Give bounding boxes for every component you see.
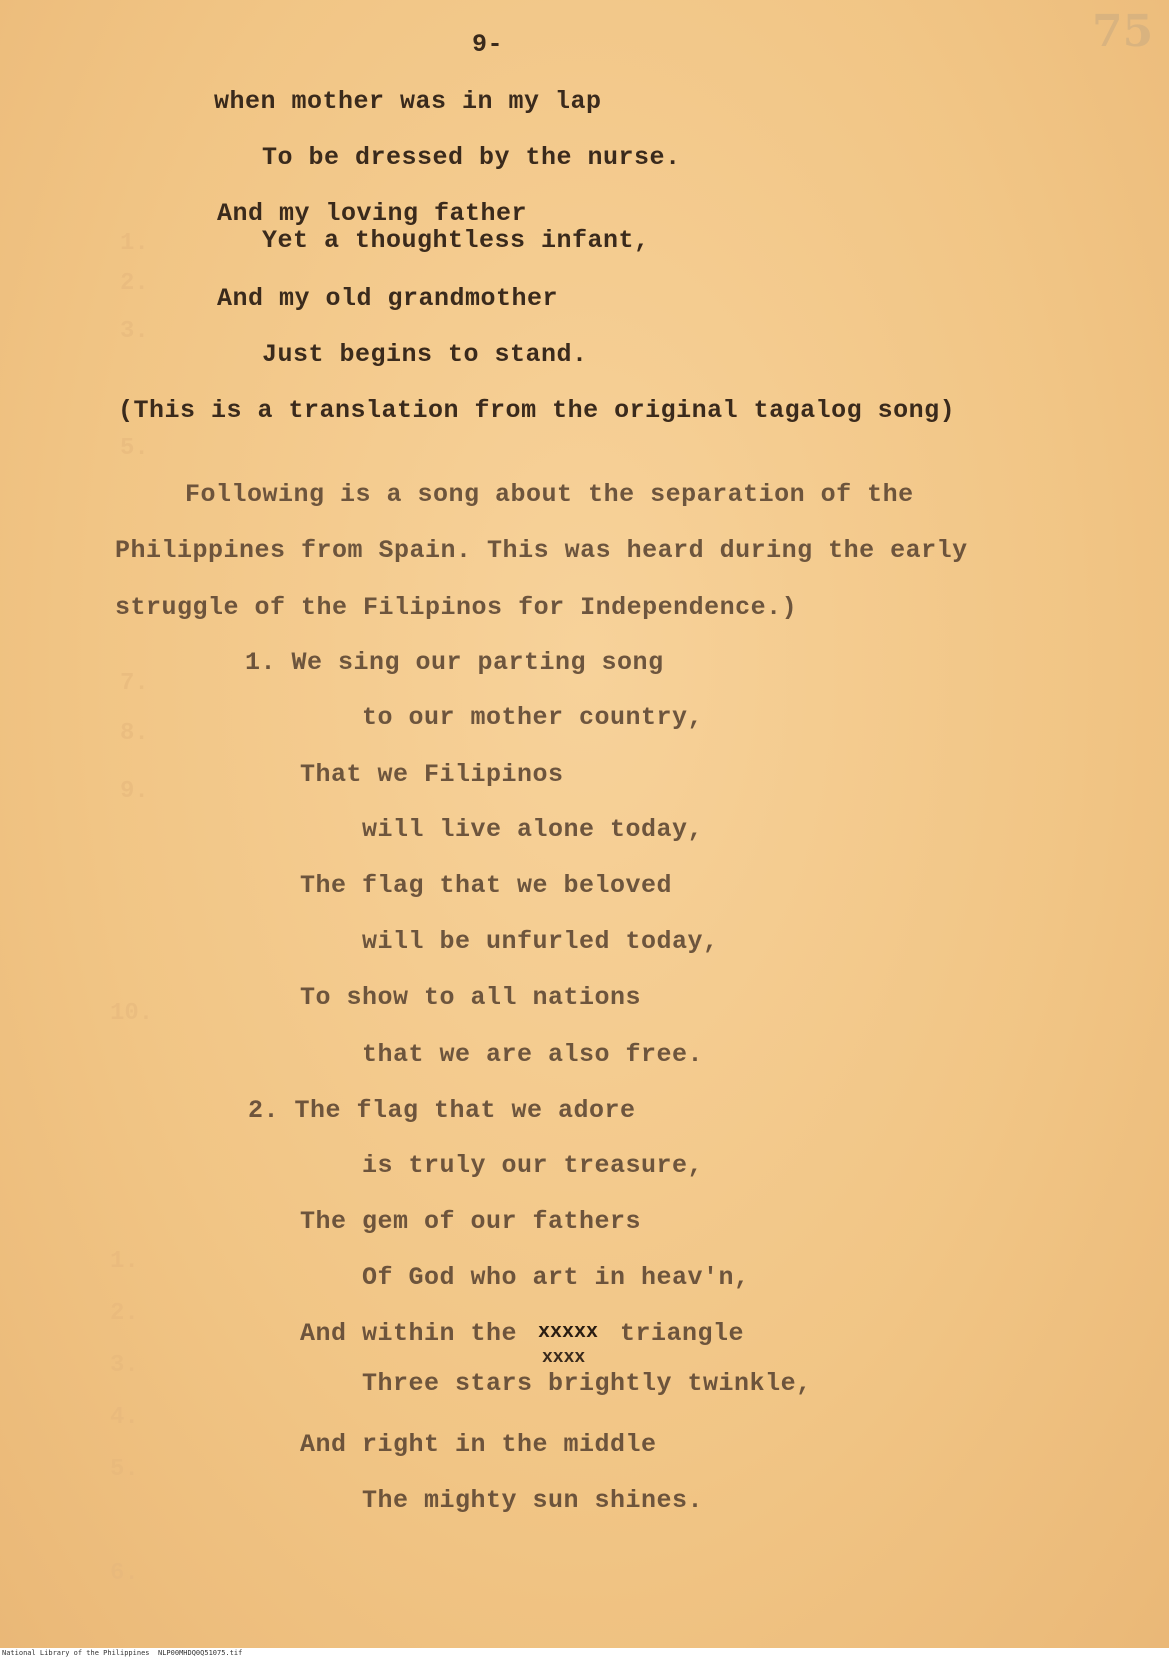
footer-source: National Library of the Philippines (2, 1649, 150, 1657)
bleed-through-text: 5. (110, 1456, 139, 1483)
page-number: 9- (472, 30, 504, 59)
song-line: 1. We sing our parting song (245, 648, 664, 677)
song-line: to our mother country, (362, 703, 704, 732)
bleed-through-text: 4. (110, 1404, 139, 1431)
song-line: The flag that we beloved (300, 871, 673, 900)
paragraph-line: struggle of the Filipinos for Independence.) (115, 593, 798, 622)
bleed-through-text: 7. (120, 670, 149, 697)
bleed-through-text: 2. (110, 1300, 139, 1327)
archive-stamp-number: 75 (1092, 6, 1154, 57)
song-line: The mighty sun shines. (362, 1486, 704, 1515)
bleed-through-text: 2. (120, 270, 149, 297)
verse-line: And my loving father (217, 199, 528, 228)
song-line: is truly our treasure, (362, 1151, 704, 1180)
song-line: will live alone today, (362, 815, 704, 844)
bleed-through-text: 5. (120, 435, 149, 462)
song-line: that we are also free. (362, 1040, 704, 1069)
song-line: Of God who art in heav'n, (362, 1263, 750, 1292)
verse-line: Just begins to stand. (262, 340, 588, 369)
verse-line: And my old grandmother (217, 284, 559, 313)
bleed-through-text: 6. (110, 1560, 139, 1587)
paragraph-line: Philippines from Spain. This was heard during the early (115, 536, 968, 565)
song-line: triangle (620, 1319, 745, 1348)
song-line: Three stars brightly twinkle, (362, 1369, 812, 1398)
song-line: And within the (300, 1319, 518, 1348)
song-line: And right in the middle (300, 1430, 657, 1459)
bleed-through-text: 3. (120, 318, 149, 345)
paragraph-line: Following is a song about the separation of the (185, 480, 914, 509)
bleed-through-text: 3. (110, 1352, 139, 1379)
struck-out-word: xxxxx (538, 1321, 599, 1344)
verse-line: Yet a thoughtless infant, (262, 226, 650, 255)
bleed-through-text: 1. (120, 230, 149, 257)
song-line: will be unfurled today, (362, 927, 719, 956)
song-line: 2. The flag that we adore (248, 1096, 636, 1125)
translation-note: (This is a translation from the original tagalog song) (118, 396, 956, 425)
verse-line: when mother was in my lap (214, 87, 602, 116)
scan-footer (0, 1648, 1169, 1658)
song-line: To show to all nations (300, 983, 642, 1012)
bleed-through-text: 9. (120, 778, 149, 805)
song-line: The gem of our fathers (300, 1207, 642, 1236)
bleed-through-text: 8. (120, 720, 149, 747)
footer-filename: NLP00MHDQ0Q51075.tif (158, 1649, 243, 1657)
bleed-through-text: 1. (110, 1248, 139, 1275)
song-line: That we Filipinos (300, 760, 564, 789)
verse-line: To be dressed by the nurse. (262, 143, 681, 172)
overtype-mark: xxxx (542, 1348, 586, 1368)
bleed-through-text: 10. (110, 1000, 154, 1027)
